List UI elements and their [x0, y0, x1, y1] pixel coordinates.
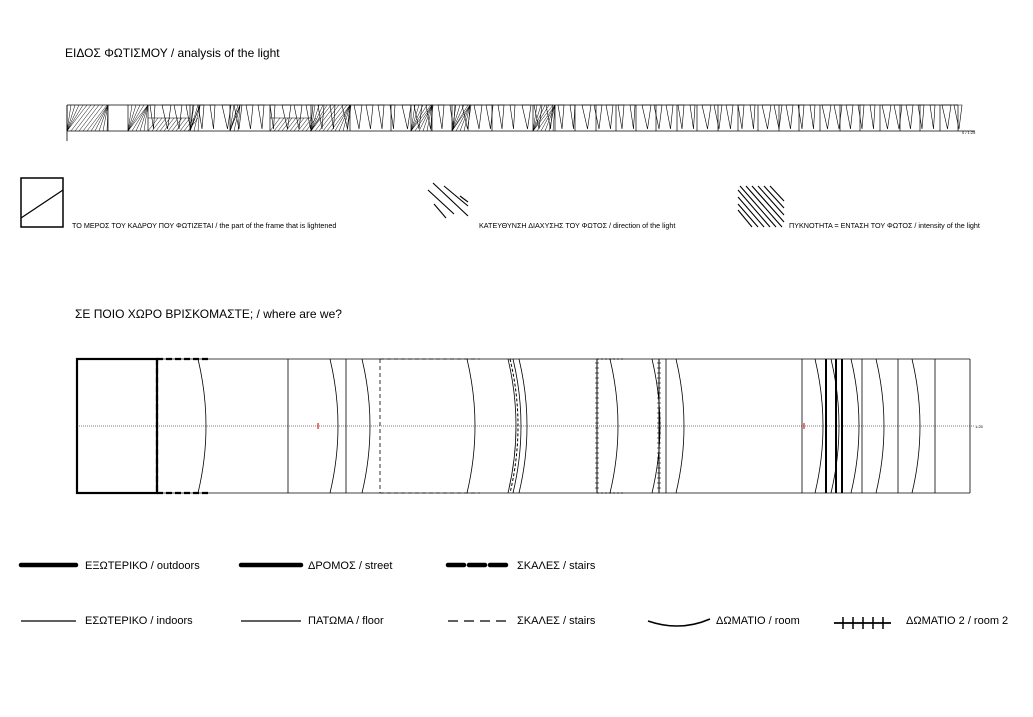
arc-line-icon [648, 619, 710, 626]
legend-room-label: ΔΩΜΑΤΙΟ / room [716, 615, 800, 627]
strip2-end-label: 1:25 [975, 424, 983, 429]
legend-direction-label: ΚΑΤΕΥΘΥΝΣΗ ΔΙΑΧΥΣΗΣ ΤΟΥ ΦΩΤΟΣ / direction of the light [479, 221, 676, 230]
legend-intensity-label: ΠΥΚΝΟΤΗΤΑ = ΕΝΤΑΣΗ ΤΟΥ ΦΩΤΟΣ / intensity of the light [789, 221, 980, 230]
legend-street-label: ΔΡΟΜΟΣ / street [308, 560, 393, 572]
tick-line-icon [834, 617, 891, 629]
light-analysis-title: ΕΙΔΟΣ ΦΩΤΙΣΜΟΥ / analysis of the light [65, 46, 280, 60]
legend-room2-label: ΔΩΜΑΤΙΟ 2 / room 2 [906, 615, 1009, 627]
legend-stairs-thick-label: ΣΚΑΛΕΣ / stairs [517, 560, 596, 572]
legend-floor-label: ΠΑΤΩΜΑ / floor [308, 615, 384, 627]
legend-indoors-label: ΕΣΩΤΕΡΙΚΟ / indoors [85, 615, 193, 627]
strip1-end-label: 0 / 1:25 [962, 130, 976, 135]
where-are-we-title: ΣΕ ΠΟΙΟ ΧΩΡΟ ΒΡΙΣΚΟΜΑΣΤΕ; / where are we? [75, 307, 342, 321]
legend-lightened-part-label: ΤΟ ΜΕΡΟΣ ΤΟΥ ΚΑΔΡΟΥ ΠΟΥ ΦΩΤΙΖΕΤΑΙ / the part of the frame that is lightened [72, 221, 337, 230]
legend-outdoors-label: ΕΞΩΤΕΡΙΚΟ / outdoors [85, 560, 200, 572]
legend-stairs-thin-label: ΣΚΑΛΕΣ / stairs [517, 615, 596, 627]
